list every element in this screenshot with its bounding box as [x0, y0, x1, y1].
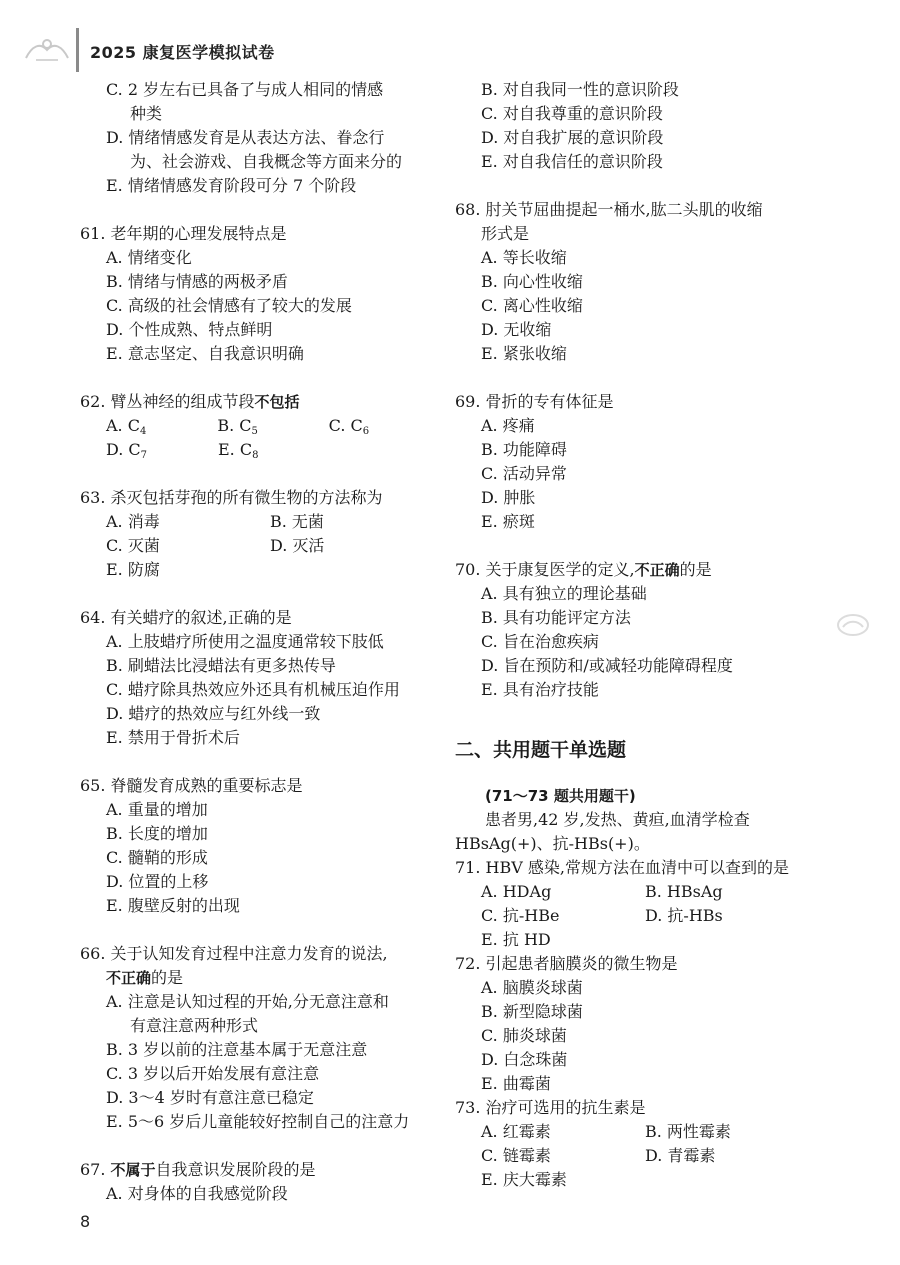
q71-option-e: E. 抗 HD [481, 930, 551, 949]
q72-option-c: C. 肺炎球菌 [481, 1026, 567, 1045]
q68-option-a: A. 等长收缩 [481, 248, 567, 267]
q68-option-b: B. 向心性收缩 [481, 272, 583, 291]
q60-option-e: E. 情绪情感发育阶段可分 7 个阶段 [106, 176, 357, 195]
q62-stem: 62. 臂丛神经的组成节段不包括 [80, 392, 300, 411]
q62-option-d: D. $C_7$ [106, 440, 148, 461]
q73-option-e: E. 庆大霉素 [481, 1170, 567, 1189]
q65-option-e: E. 腹壁反射的出现 [106, 896, 240, 915]
q71-options-row2 [455, 904, 835, 928]
q61-option-b: B. 情绪与情感的两极矛盾 [106, 272, 288, 291]
left-column [80, 78, 440, 1206]
q62-emphasis: 不包括 [254, 393, 300, 411]
q70-option-d: D. 旨在预防和/或减轻功能障碍程度 [481, 656, 733, 675]
q66-option-a: A. 注意是认知过程的开始,分无意注意和 [106, 992, 389, 1011]
q70-option-b: B. 具有功能评定方法 [481, 608, 631, 627]
q62-options-row1 [80, 414, 440, 438]
q67-option-a: A. 对身体的自我感觉阶段 [106, 1184, 288, 1203]
q72-option-a: A. 脑膜炎球菌 [481, 978, 583, 997]
case-text-line1: 患者男,42 岁,发热、黄疸,血清学检查 [485, 810, 750, 829]
watermark-logo-icon [836, 612, 870, 638]
q64-stem: 64. 有关蜡疗的叙述,正确的是 [80, 608, 292, 627]
q66-option-d: D. 3～4 岁时有意注意已稳定 [106, 1088, 314, 1107]
q73-option-d: D. 青霉素 [645, 1146, 716, 1165]
q69-option-b: B. 功能障碍 [481, 440, 567, 459]
q72-option-b: B. 新型隐球菌 [481, 1002, 583, 1021]
q72-stem: 72. 引起患者脑膜炎的微生物是 [455, 954, 678, 973]
q70-option-a: A. 具有独立的理论基础 [481, 584, 647, 603]
q66-option-b: B. 3 岁以前的注意基本属于无意注意 [106, 1040, 368, 1059]
q60-option-d-cont: 为、社会游戏、自我概念等方面来分的 [130, 152, 403, 171]
q69-option-c: C. 活动异常 [481, 464, 567, 483]
q73-options-row1 [455, 1120, 835, 1144]
q64-option-d: D. 蜡疗的热效应与红外线一致 [106, 704, 321, 723]
q69-stem: 69. 骨折的专有体征是 [455, 392, 614, 411]
page-header [0, 28, 900, 72]
q73-option-b: B. 两性霉素 [645, 1122, 731, 1141]
q68-option-d: D. 无收缩 [481, 320, 552, 339]
q60-option-c-cont: 种类 [130, 104, 163, 123]
q62-option-e: E. $C_8$ [218, 440, 259, 461]
q67-option-b: B. 对自我同一性的意识阶段 [481, 80, 679, 99]
q63-option-c: C. 灭菌 [106, 536, 160, 555]
q60-option-c: C. 2 岁左右已具备了与成人相同的情感 [106, 80, 384, 99]
q63-option-b: B. 无菌 [270, 512, 324, 531]
header-title: 2025 康复医学模拟试卷 [90, 43, 275, 62]
case-text-line2: HBsAg(+)、抗-HBs(+)。 [455, 834, 650, 853]
right-column [455, 78, 835, 1192]
q71-options-row1 [455, 880, 835, 904]
q63-option-e: E. 防腐 [106, 560, 160, 579]
q71-option-b: B. HBsAg [645, 882, 723, 901]
q73-option-a: A. 红霉素 [481, 1122, 551, 1141]
q71-option-c: C. 抗-HBe [481, 906, 560, 925]
q61-option-c: C. 高级的社会情感有了较大的发展 [106, 296, 352, 315]
q63-option-d: D. 灭活 [270, 536, 325, 555]
q61-option-a: A. 情绪变化 [106, 248, 192, 267]
q73-options-row2 [455, 1144, 835, 1168]
q70-option-e: E. 具有治疗技能 [481, 680, 599, 699]
q63-option-a: A. 消毒 [106, 512, 160, 531]
q65-option-a: A. 重量的增加 [106, 800, 208, 819]
q67-stem: 67. 不属于自我意识发展阶段的是 [80, 1160, 316, 1179]
publisher-logo-icon [22, 36, 72, 64]
q64-option-a: A. 上肢蜡疗所使用之温度通常较下肢低 [106, 632, 384, 651]
q60-option-d: D. 情绪情感发育是从表达方法、眷念行 [106, 128, 385, 147]
q64-option-b: B. 刷蜡法比浸蜡法有更多热传导 [106, 656, 336, 675]
q73-stem: 73. 治疗可选用的抗生素是 [455, 1098, 646, 1117]
q70-option-c: C. 旨在治愈疾病 [481, 632, 599, 651]
q68-stem: 68. 肘关节屈曲提起一桶水,肱二头肌的收缩 [455, 200, 763, 219]
q73-option-c: C. 链霉素 [481, 1146, 551, 1165]
q69-option-e: E. 瘀斑 [481, 512, 535, 531]
q69-option-d: D. 肿胀 [481, 488, 536, 507]
q71-option-a: A. HDAg [481, 882, 552, 901]
q69-option-a: A. 疼痛 [481, 416, 535, 435]
q72-option-d: D. 白念珠菌 [481, 1050, 568, 1069]
q66-stem: 66. 关于认知发育过程中注意力发育的说法, [80, 944, 388, 963]
q63-options-row1 [80, 510, 440, 534]
q62-option-b: B. $C_5$ [217, 416, 258, 437]
q61-stem: 61. 老年期的心理发展特点是 [80, 224, 287, 243]
q68-option-e: E. 紧张收缩 [481, 344, 567, 363]
q67-option-c: C. 对自我尊重的意识阶段 [481, 104, 663, 123]
q62-option-a: A. $C_4$ [106, 416, 147, 437]
q70-emphasis: 不正确 [634, 561, 680, 579]
q66-emphasis: 不正确 [106, 969, 152, 987]
q65-option-b: B. 长度的增加 [106, 824, 208, 843]
q64-option-e: E. 禁用于骨折术后 [106, 728, 240, 747]
q63-stem: 63. 杀灭包括芽孢的所有微生物的方法称为 [80, 488, 383, 507]
q61-option-d: D. 个性成熟、特点鲜明 [106, 320, 273, 339]
page-number: 8 [80, 1212, 91, 1231]
q65-stem: 65. 脊髓发育成熟的重要标志是 [80, 776, 303, 795]
q67-option-d: D. 对自我扩展的意识阶段 [481, 128, 664, 147]
q70-stem: 70. 关于康复医学的定义,不正确的是 [455, 560, 712, 579]
q67-emphasis: 不属于 [110, 1161, 156, 1179]
header-divider [76, 28, 79, 72]
q61-option-e: E. 意志坚定、自我意识明确 [106, 344, 304, 363]
q66-option-a-cont: 有意注意两种形式 [130, 1016, 259, 1035]
q66-option-c: C. 3 岁以后开始发展有意注意 [106, 1064, 320, 1083]
q72-option-e: E. 曲霉菌 [481, 1074, 551, 1093]
q63-options-row2 [80, 534, 440, 558]
q66-stem-cont: 不正确的是 [106, 968, 184, 987]
section-title: 二、共用题干单选题 [455, 739, 627, 761]
q62-options-row2 [80, 438, 440, 462]
q68-stem-cont: 形式是 [481, 224, 530, 243]
case-title: (71～73 题共用题干) [485, 787, 636, 805]
q65-option-c: C. 髓鞘的形成 [106, 848, 208, 867]
q64-option-c: C. 蜡疗除具热效应外还具有机械压迫作用 [106, 680, 400, 699]
q71-option-d: D. 抗-HBs [645, 906, 723, 925]
q62-option-c: C. $C_6$ [328, 416, 370, 437]
q68-option-c: C. 离心性收缩 [481, 296, 583, 315]
q66-option-e: E. 5～6 岁后儿童能较好控制自己的注意力 [106, 1112, 410, 1131]
q71-stem: 71. HBV 感染,常规方法在血清中可以查到的是 [455, 858, 789, 877]
q67-option-e: E. 对自我信任的意识阶段 [481, 152, 663, 171]
q65-option-d: D. 位置的上移 [106, 872, 209, 891]
